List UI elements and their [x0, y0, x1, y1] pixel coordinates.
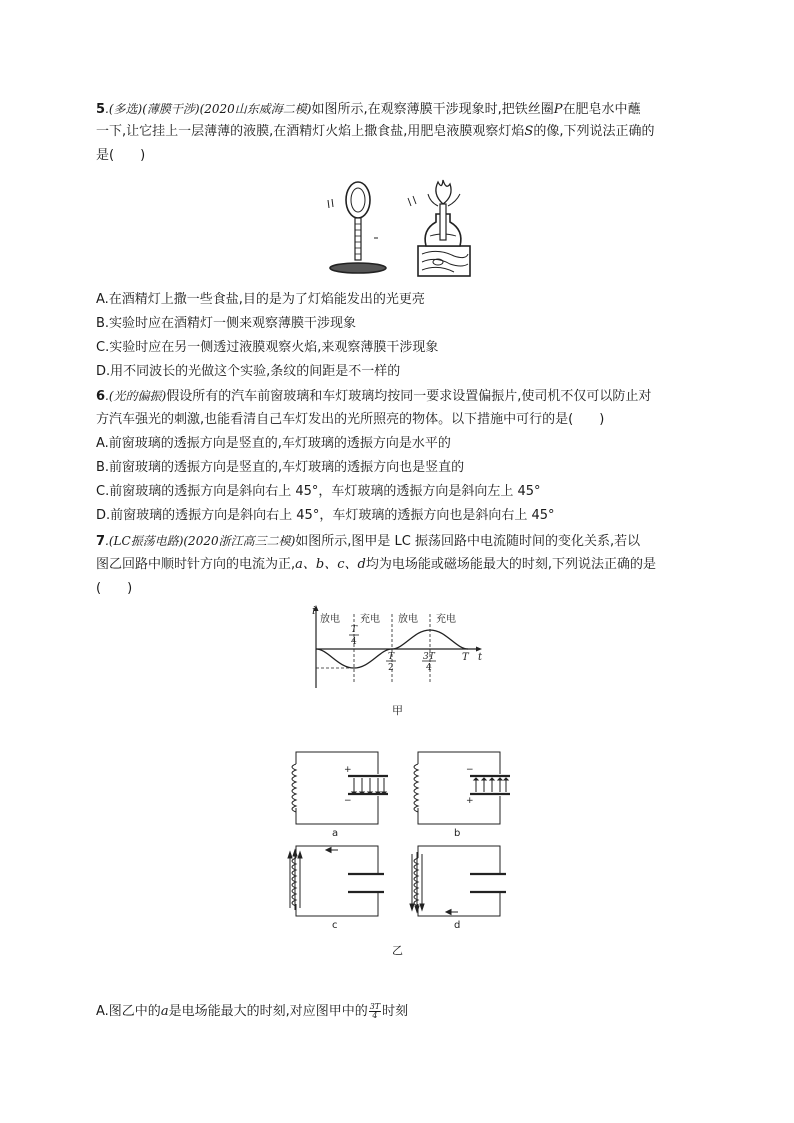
q6-line2: 方汽车强光的刺激,也能看清自己车灯发出的光所照亮的物体。以下措施中可行的是( )	[96, 412, 605, 427]
q7-tag: .(LC振荡电路)(2020浙江高三二模)	[105, 534, 296, 548]
q5-option-a: A.在酒精灯上撒一些食盐,目的是为了灯焰能发出的光更亮	[96, 292, 425, 307]
q7-optA-fraction: $\frac{3T}{4}$	[369, 1002, 381, 1020]
q7-optA-var: a	[160, 1004, 169, 1019]
graph-jia	[306, 604, 490, 690]
inductor-coil-icon	[292, 764, 296, 812]
circuits-yi	[284, 746, 516, 934]
axis-t-label: t	[478, 652, 483, 663]
svg-text:3T: 3T	[423, 652, 435, 662]
circuits-yi-caption: 乙	[392, 944, 403, 957]
tick-t-half	[386, 652, 396, 673]
axis-i-label: i	[312, 604, 316, 617]
q7-optA-text2: 是电场能最大的时刻,对应图甲中的	[168, 1004, 368, 1019]
plate-b-plus: +	[466, 796, 474, 806]
q7-number: 7	[96, 534, 106, 549]
plate-a-minus: −	[344, 796, 352, 806]
svg-text:T: T	[351, 625, 358, 635]
q5-text1: 如图所示,在观察薄膜干涉现象时,把铁丝圈	[311, 102, 554, 117]
q5-number: 5	[96, 102, 106, 117]
q5-tag: .(多选)(薄膜干涉)(2020山东威海二模)	[105, 102, 312, 116]
q7-text2a: 图乙回路中顺时针方向的电流为正,	[96, 557, 296, 572]
circuit-b	[414, 752, 510, 824]
plate-a-plus: +	[344, 765, 352, 775]
circuit-label-b: b	[454, 828, 461, 839]
q5-apparatus-figure	[318, 176, 474, 280]
tick-t-three-quarter	[422, 652, 436, 673]
q6-tag: .(光的偏振)	[105, 389, 167, 403]
q5-line3: 是( )	[96, 148, 146, 163]
q6-text1: 假设所有的汽车前窗玻璃和车灯玻璃均按同一要求设置偏振片,使司机不仅可以防止对	[166, 389, 652, 404]
circuit-label-a: a	[332, 828, 339, 839]
q5-line1	[96, 101, 641, 118]
q6-option-a: A.前窗玻璃的透振方向是竖直的,车灯玻璃的透振方向是水平的	[96, 436, 451, 451]
q6-option-d: D.前窗玻璃的透振方向是斜向右上 45°，车灯玻璃的透振方向也是斜向右上 45°	[96, 508, 555, 523]
phase-label-4: 充电	[436, 614, 456, 625]
phase-label-1: 放电	[320, 614, 340, 625]
circuit-label-d: d	[454, 920, 461, 931]
q7-line1	[96, 533, 640, 550]
tick-t-full: T	[462, 652, 469, 663]
q7-optA-text3: 时刻	[382, 1004, 409, 1019]
circuit-a	[292, 752, 388, 824]
q7-line2	[96, 557, 656, 573]
flame-icon	[436, 180, 451, 204]
q5-var-p: P	[553, 102, 563, 117]
q5-option-b: B.实验时应在酒精灯一侧来观察薄膜干涉现象	[96, 316, 357, 331]
svg-text:T: T	[388, 652, 395, 662]
svg-text:2: 2	[388, 663, 394, 673]
circuit-label-c: c	[332, 920, 338, 931]
circuit-d	[410, 846, 506, 916]
svg-text:4: 4	[426, 663, 432, 673]
q6-option-c: C.前窗玻璃的透振方向是斜向右上 45°，车灯玻璃的透振方向是斜向左上 45°	[96, 484, 541, 499]
wire-loop-icon	[346, 182, 370, 218]
q6-number: 6	[96, 389, 106, 404]
q5-text2b: 的像,下列说法正确的	[533, 124, 655, 139]
q5-text2a: 一下,让它挂上一层薄薄的液膜,在酒精灯火焰上撒食盐,用肥皂液膜观察灯焰	[96, 124, 525, 139]
q7-vars: a、b、c、d	[295, 557, 366, 572]
q7-optA-text1: A.图乙中的	[96, 1004, 161, 1019]
q7-option-a	[96, 1002, 408, 1022]
q6-line1	[96, 388, 651, 405]
q6-option-b: B.前窗玻璃的透振方向是竖直的,车灯玻璃的透振方向也是竖直的	[96, 460, 465, 475]
svg-text:4: 4	[351, 637, 357, 647]
q5-line2	[96, 124, 654, 140]
q5-option-c: C.实验时应在另一侧透过液膜观察火焰,来观察薄膜干涉现象	[96, 340, 439, 355]
q5-text1b: 在肥皂水中蘸	[562, 102, 641, 117]
q7-text2b: 均为电场能或磁场能最大的时刻,下列说法正确的是	[365, 557, 656, 572]
graph-jia-caption: 甲	[392, 704, 403, 717]
circuit-c	[288, 846, 384, 916]
q5-option-d: D.用不同波长的光做这个实验,条纹的间距是不一样的	[96, 364, 401, 379]
q7-text1: 如图所示,图甲是 LC 振荡回路中电流随时间的变化关系,若以	[295, 534, 641, 549]
phase-label-2: 充电	[360, 614, 380, 625]
plate-b-minus: −	[466, 765, 474, 775]
q7-line3: ( )	[96, 581, 133, 596]
q5-var-s: S	[524, 124, 534, 139]
phase-label-3: 放电	[398, 614, 418, 625]
